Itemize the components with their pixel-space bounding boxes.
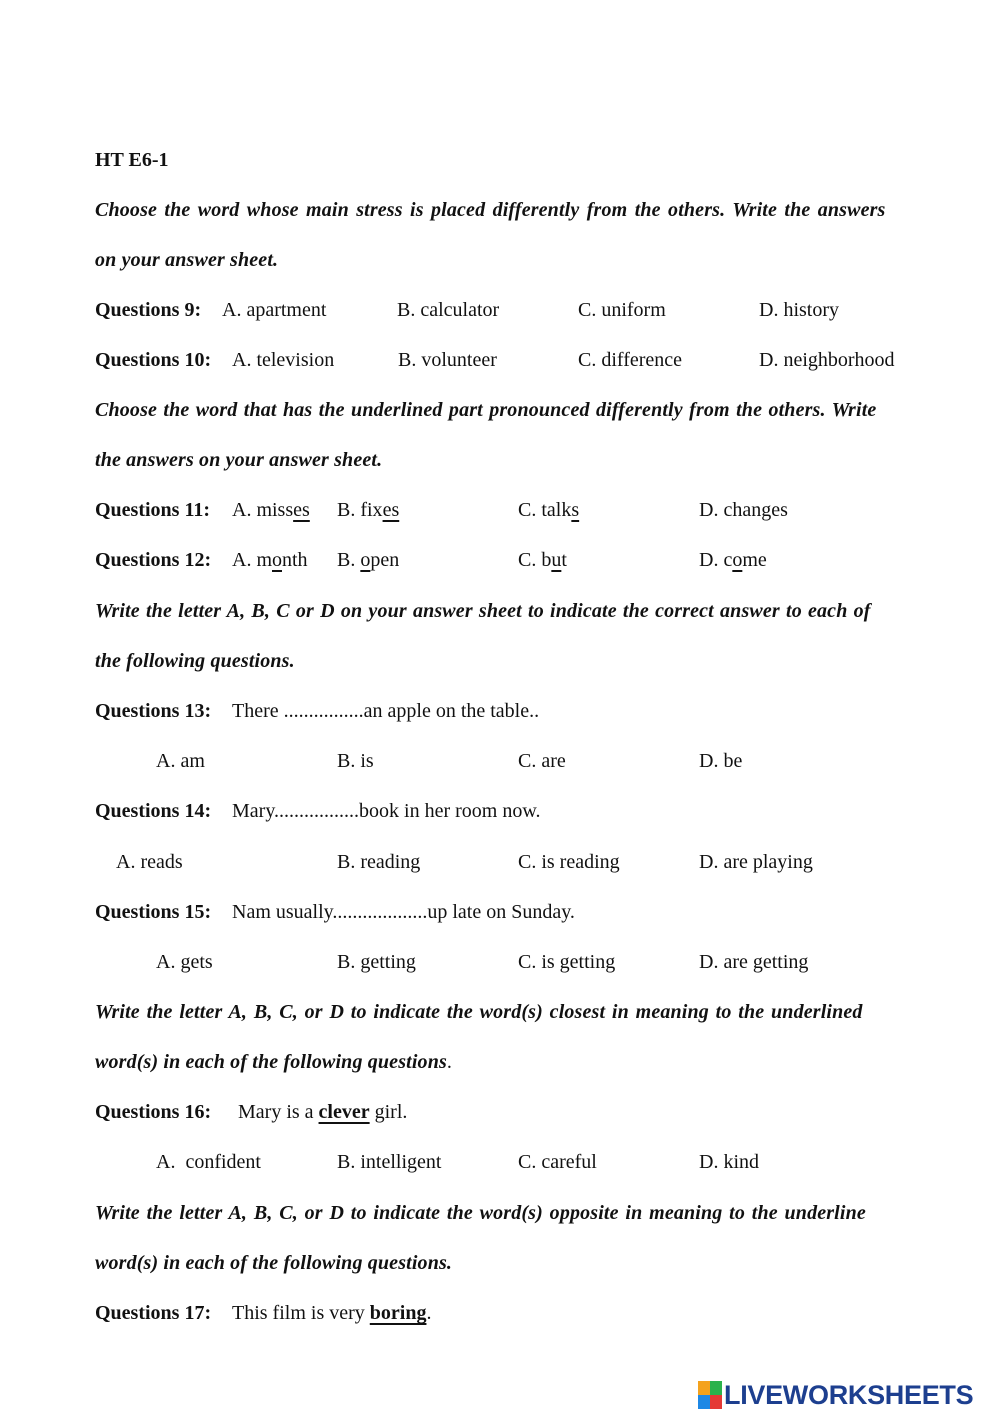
q9-option-c[interactable]: C. uniform: [578, 299, 666, 321]
question-9-label: Questions 9:: [95, 299, 202, 321]
q13-option-b[interactable]: B. is: [337, 750, 374, 772]
q14-option-c[interactable]: C. is reading: [518, 851, 620, 873]
q15-option-b[interactable]: B. getting: [337, 951, 416, 973]
q16-stem-keyword: clever: [318, 1101, 370, 1123]
instruction-antonym-line1: Write the letter A, B, C, or D to indicate the word(s) opposite in meaning to the underline: [95, 1202, 866, 1224]
question-11-label: Questions 11:: [95, 499, 211, 521]
instruction-synonym-line2-period: .: [446, 1051, 452, 1073]
instruction-stress-line2: on your answer sheet.: [95, 249, 279, 271]
instruction-correct-answer-line2: the following questions.: [95, 650, 295, 672]
q11-a-underlined: es: [293, 499, 310, 521]
q12-a-rest: nth: [282, 549, 308, 571]
q12-option-c[interactable]: [518, 548, 567, 572]
liveworksheets-logo[interactable]: [698, 1378, 973, 1412]
q17-stem-pre: This film is very: [232, 1302, 370, 1324]
q11-b-underlined: es: [382, 499, 400, 521]
instruction-synonym-line1: Write the letter A, B, C, or D to indicate the word(s) closest in meaning to the underlined: [95, 1001, 863, 1023]
instruction-pronunciation-line2: the answers on your answer sheet.: [95, 449, 383, 471]
q11-option-d[interactable]: D. changes: [699, 499, 788, 521]
q11-option-c[interactable]: [518, 498, 579, 522]
instruction-pronunciation-line1: Choose the word that has the underlined part pronounced differently from the others. Write: [95, 399, 877, 421]
q17-stem-keyword: boring: [369, 1302, 427, 1324]
q10-option-a[interactable]: A. television: [232, 349, 335, 371]
q11-c-text: C. talk: [518, 499, 572, 521]
instruction-antonym-line2: word(s) in each of the following questions.: [95, 1252, 453, 1274]
q10-option-b[interactable]: B. volunteer: [398, 349, 497, 371]
q15-option-d[interactable]: D. are getting: [699, 951, 809, 973]
q10-option-d[interactable]: D. neighborhood: [759, 349, 895, 371]
q13-option-c[interactable]: C. are: [518, 750, 566, 772]
liveworksheets-logo-text: LIVEWORKSHEETS: [724, 1379, 974, 1410]
q12-d-text: D. c: [699, 549, 733, 571]
q15-option-c[interactable]: C. is getting: [518, 951, 616, 973]
instruction-synonym-line2: [95, 1050, 452, 1074]
q12-b-rest: pen: [370, 549, 400, 571]
q15-stem: Nam usually...................up late on Sunday.: [232, 901, 575, 923]
q16-stem-pre: Mary is a: [238, 1101, 319, 1123]
q15-option-a[interactable]: A. gets: [156, 951, 213, 973]
q12-d-underlined: o: [732, 549, 743, 571]
question-14-label: Questions 14:: [95, 800, 212, 822]
q14-option-a[interactable]: A. reads: [116, 851, 183, 873]
question-12-label: Questions 12:: [95, 549, 212, 571]
instruction-stress-line1: Choose the word whose main stress is placed differently from the others. Write the answers: [95, 199, 886, 221]
q12-option-d[interactable]: [699, 548, 767, 572]
q17-stem-post: .: [426, 1302, 432, 1324]
instruction-correct-answer-line1: Write the letter A, B, C or D on your answer sheet to indicate the correct answer to each of: [95, 600, 871, 622]
q11-c-underlined: s: [571, 499, 580, 521]
question-17-label: Questions 17:: [95, 1302, 212, 1324]
q12-d-rest: me: [742, 549, 767, 571]
question-15-label: Questions 15:: [95, 901, 212, 923]
q13-option-a[interactable]: A. am: [156, 750, 205, 772]
q9-option-d[interactable]: D. history: [759, 299, 839, 321]
q12-c-text: C. b: [518, 549, 552, 571]
q16-stem-post: girl.: [369, 1101, 408, 1123]
question-13-label: Questions 13:: [95, 700, 212, 722]
q9-option-a[interactable]: A. apartment: [222, 299, 327, 321]
question-16-label: Questions 16:: [95, 1101, 212, 1123]
worksheet-title: HT E6-1: [95, 149, 169, 171]
q12-a-underlined: o: [272, 549, 282, 571]
q12-b-underlined: o: [360, 549, 371, 571]
liveworksheets-logo-icon: [698, 1381, 722, 1409]
q10-option-c[interactable]: C. difference: [578, 349, 683, 371]
question-10-label: Questions 10:: [95, 349, 212, 371]
q16-option-a[interactable]: A. confident: [156, 1151, 261, 1173]
q12-option-b[interactable]: [337, 548, 399, 572]
q12-a-text: A. m: [232, 549, 272, 571]
q17-stem: [232, 1301, 431, 1325]
q14-option-d[interactable]: D. are playing: [699, 851, 813, 873]
q11-option-a[interactable]: [232, 498, 310, 522]
q12-c-rest: t: [561, 549, 567, 571]
q16-option-b[interactable]: B. intelligent: [337, 1151, 442, 1173]
q13-option-d[interactable]: D. be: [699, 750, 743, 772]
q14-option-b[interactable]: B. reading: [337, 851, 421, 873]
q11-a-text: A. miss: [232, 499, 294, 521]
q16-stem: [238, 1100, 407, 1124]
q12-c-underlined: u: [551, 549, 562, 571]
q16-option-d[interactable]: D. kind: [699, 1151, 759, 1173]
q13-stem: There ................an apple on the table..: [232, 700, 540, 722]
q14-stem: Mary.................book in her room now.: [232, 800, 541, 822]
q12-b-text: B.: [337, 549, 361, 571]
q12-option-a[interactable]: [232, 548, 308, 572]
q11-option-b[interactable]: [337, 498, 399, 522]
instruction-synonym-line2-text: word(s) in each of the following questions: [95, 1051, 447, 1073]
q9-option-b[interactable]: B. calculator: [397, 299, 500, 321]
q11-b-text: B. fix: [337, 499, 383, 521]
q16-option-c[interactable]: C. careful: [518, 1151, 597, 1173]
